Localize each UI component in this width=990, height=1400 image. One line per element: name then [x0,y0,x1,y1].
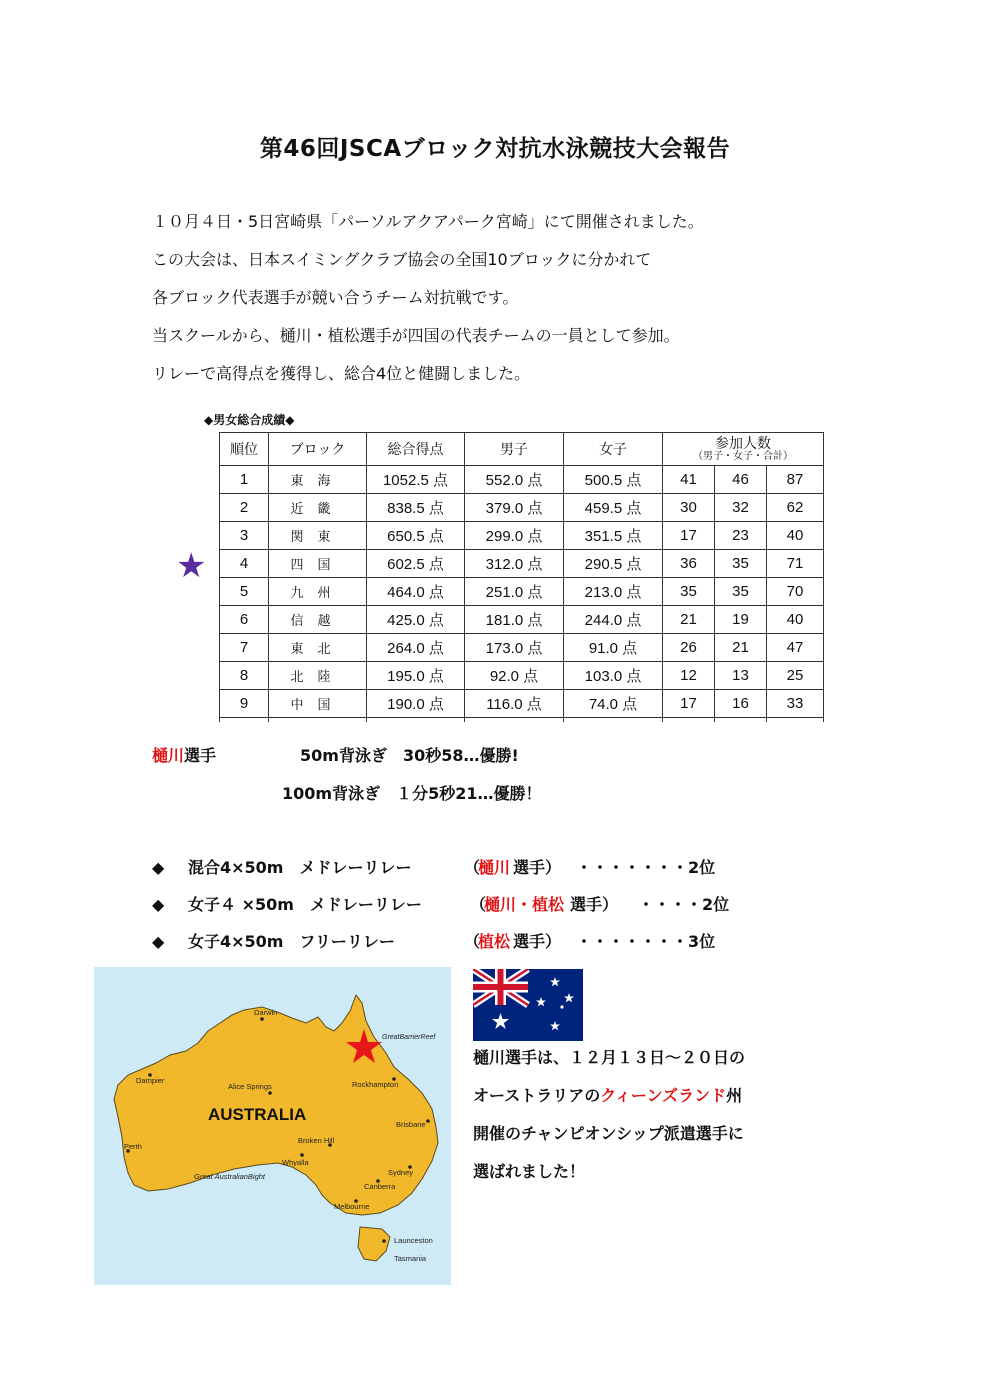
cell-men: 379.0 点 [465,494,564,522]
header-rank: 順位 [220,433,269,466]
cell-m: 26 [663,634,715,662]
cell-sum: 25 [767,662,824,690]
cell-total: 602.5 点 [367,550,465,578]
relay-paren-close: 選手） [513,932,562,951]
cell-empty [767,718,824,723]
table-row [220,578,824,606]
header-men: 男子 [465,433,564,466]
city-label: Darwin [254,1008,278,1017]
cell-block: 信越 [269,606,367,634]
header-participants-label: 参加人数 [715,435,772,451]
australia-map [94,967,451,1285]
australia-map-graphic [94,967,451,1285]
intro-line: １０月４日・5日宮崎県「パーソルアクアパーク宮崎」にて開催されました。 [152,212,704,231]
cell-total: 1052.5 点 [367,466,465,494]
cell-block: 四国 [269,550,367,578]
table-row [220,662,824,690]
intro-line: 各ブロック代表選手が競い合うチーム対抗戦です。 [152,288,519,307]
cell-total: 264.0 点 [367,634,465,662]
cell-m: 12 [663,662,715,690]
cell-f: 32 [715,494,767,522]
relay-paren-open: （ [470,895,487,914]
cell-rank: 9 [220,690,269,718]
bullet-diamond-icon: ◆ [152,858,165,877]
header-total: 総合得点 [367,433,465,466]
relay-paren-open: （ [464,858,481,877]
intro-line: この大会は、日本スイミングクラブ協会の全国10ブロックに分かれて [152,250,652,269]
city-label: Alice Springs [228,1082,272,1091]
cell-sum: 62 [767,494,824,522]
relay-placement: ・・・・2位 [638,895,730,914]
table-row [220,494,824,522]
relay-swimmers: 植松 [478,932,511,951]
cell-sum: 87 [767,466,824,494]
individual-event-1: 50m背泳ぎ 30秒58…優勝! [300,746,519,765]
city-label: Broken Hill [298,1136,335,1145]
cell-m: 30 [663,494,715,522]
cell-men: 173.0 点 [465,634,564,662]
news-line: 樋川選手は、１２月１３日～２０日の [473,1048,746,1067]
table-row [220,550,824,578]
cell-m: 17 [663,522,715,550]
cell-empty [269,718,367,723]
cell-total: 650.5 点 [367,522,465,550]
cell-women: 103.0 点 [564,662,663,690]
cell-rank: 5 [220,578,269,606]
bullet-diamond-icon: ◆ [152,932,165,951]
cell-total: 425.0 点 [367,606,465,634]
cell-empty [663,718,715,723]
cell-empty [564,718,663,723]
queensland-label: クィーンズランド [600,1086,727,1105]
relay-swimmers: 樋川 [478,858,511,877]
cell-sum: 33 [767,690,824,718]
city-label: Canberra [364,1182,396,1191]
cell-men: 552.0 点 [465,466,564,494]
header-women: 女子 [564,433,663,466]
cell-f: 21 [715,634,767,662]
city-label: Tasmania [394,1254,427,1263]
cell-men: 116.0 点 [465,690,564,718]
table-header-row [220,433,824,466]
cell-rank: 2 [220,494,269,522]
relay-paren-close: 選手） [513,858,562,877]
city-label: Sydney [388,1168,414,1177]
cell-f: 46 [715,466,767,494]
cell-rank: 4 [220,550,269,578]
cell-women: 500.5 点 [564,466,663,494]
cell-sum: 40 [767,522,824,550]
cell-men: 251.0 点 [465,578,564,606]
cell-empty [715,718,767,723]
cell-women: 91.0 点 [564,634,663,662]
results-table [219,432,824,722]
cell-total: 464.0 点 [367,578,465,606]
cell-block: 東海 [269,466,367,494]
table-row [220,466,824,494]
cell-rank: 6 [220,606,269,634]
city-label: GreatBarrierReef [382,1034,436,1041]
cell-block: 中国 [269,690,367,718]
cell-block: 北陸 [269,662,367,690]
city-label: Great AustralianBight [194,1172,266,1181]
city-label: Dampier [136,1076,165,1085]
relay-swimmers: 樋川・植松 [484,895,565,914]
table-row-truncated [220,718,824,723]
news-text: 州 [726,1086,743,1105]
table-row [220,606,824,634]
intro-line: リレーで高得点を獲得し、総合4位と健闘しました。 [152,364,531,383]
cell-m: 41 [663,466,715,494]
table-caption: ◆男女総合成績◆ [204,413,295,427]
city-label: Whyalla [282,1158,309,1167]
individual-event-2: 100m背泳ぎ １分5秒21…優勝！ [282,784,542,803]
tasmania-island [358,1227,390,1261]
cell-men: 312.0 点 [465,550,564,578]
cell-f: 19 [715,606,767,634]
relay-event: 女子4×50m フリーリレー [188,932,395,951]
intro-line: 当スクールから、樋川・植松選手が四国の代表チームの一員として参加。 [152,326,680,345]
swimmer-name-suffix: 選手 [184,746,217,765]
cell-f: 35 [715,578,767,606]
table-row [220,690,824,718]
cell-women: 459.5 点 [564,494,663,522]
cell-men: 92.0 点 [465,662,564,690]
cell-sum: 40 [767,606,824,634]
intro-text [152,207,912,397]
cell-women: 244.0 点 [564,606,663,634]
city-label: Brisbane [396,1120,426,1129]
cell-total: 195.0 点 [367,662,465,690]
cell-women: 290.5 点 [564,550,663,578]
cell-women: 213.0 点 [564,578,663,606]
cell-f: 16 [715,690,767,718]
table-row [220,634,824,662]
city-label: Rockhampton [352,1080,399,1089]
cell-rank: 7 [220,634,269,662]
relay-paren-open: （ [464,932,481,951]
news-line [473,1083,813,1121]
australian-flag-graphic [473,969,583,1041]
cell-rank: 1 [220,466,269,494]
bullet-diamond-icon: ◆ [152,895,165,914]
cell-men: 181.0 点 [465,606,564,634]
cell-f: 23 [715,522,767,550]
cell-f: 35 [715,550,767,578]
news-line: 開催のチャンピオンシップ派遣選手に [473,1124,744,1143]
australian-flag-icon [473,969,583,1041]
cell-men: 299.0 点 [465,522,564,550]
cell-block: 九州 [269,578,367,606]
cell-sum: 71 [767,550,824,578]
cell-m: 21 [663,606,715,634]
cell-sum: 70 [767,578,824,606]
relay-event: 女子４ ×50m メドレーリレー [188,895,422,914]
individual-name [152,743,216,766]
cell-women: 74.0 点 [564,690,663,718]
map-country-label: AUSTRALIA [208,1105,307,1124]
news-text: オーストラリアの [473,1086,601,1105]
cell-block: 東北 [269,634,367,662]
city-label: Melbourne [334,1202,370,1211]
cell-m: 36 [663,550,715,578]
cell-block: 近畿 [269,494,367,522]
relay-placement: ・・・・・・・2位 [576,858,716,877]
page-title: 第46回JSCAブロック対抗水泳競技大会報告 [259,136,731,162]
city-label: Perth [124,1142,142,1151]
cell-empty [465,718,564,723]
cell-rank: 8 [220,662,269,690]
header-participants [663,433,824,466]
cell-empty [367,718,465,723]
swimmer-name-red: 樋川 [152,746,185,765]
city-label: Launceston [394,1236,433,1245]
header-block: ブロック [269,433,367,466]
cell-block: 関東 [269,522,367,550]
news-announcement [473,1045,813,1197]
cell-empty [220,718,269,723]
relay-placement: ・・・・・・・3位 [576,932,716,951]
cell-total: 190.0 点 [367,690,465,718]
cell-f: 13 [715,662,767,690]
cell-sum: 47 [767,634,824,662]
relay-event: 混合4×50m メドレーリレー [188,858,412,877]
shikoku-star-icon: ★ [176,546,207,586]
header-participants-sub: （男子・女子・合計） [693,451,794,462]
cell-m: 17 [663,690,715,718]
relay-paren-close: 選手） [570,895,619,914]
news-line: 選ばれました！ [473,1162,586,1181]
cell-women: 351.5 点 [564,522,663,550]
cell-m: 35 [663,578,715,606]
cell-rank: 3 [220,522,269,550]
cell-total: 838.5 点 [367,494,465,522]
table-row [220,522,824,550]
